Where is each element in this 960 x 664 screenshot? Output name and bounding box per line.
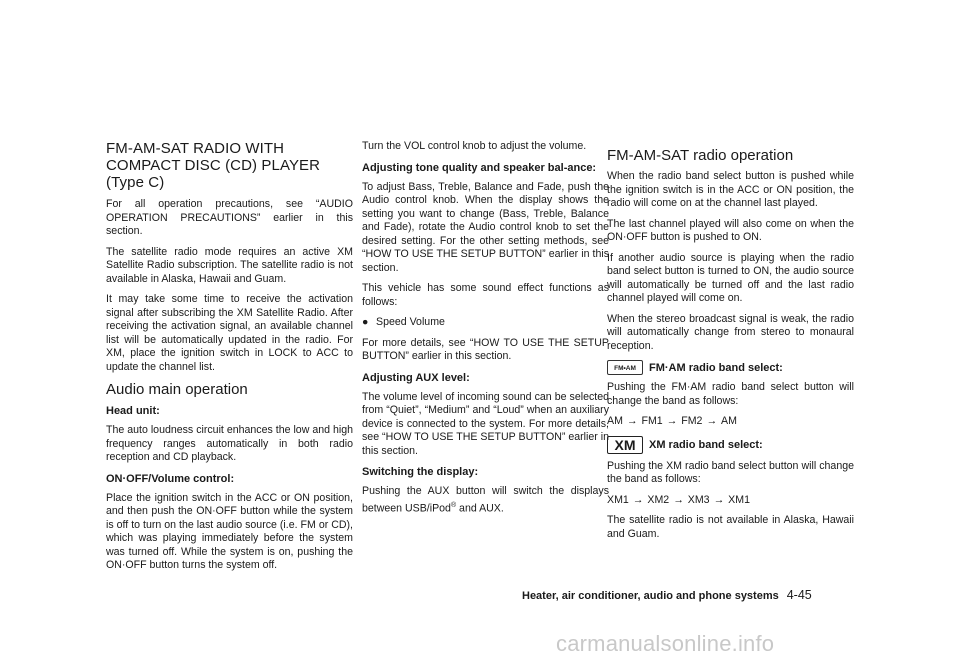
bullet-item [362, 316, 609, 330]
paragraph: Pushing the FM·AM radio band select button will change the band as follows: [607, 381, 854, 407]
xm-button-icon: XM [607, 436, 643, 454]
paragraph: Turn the VOL control knob to adjust the volume. [362, 140, 587, 152]
band-step: XM1 [728, 493, 750, 506]
section-title: FM-AM-SAT RADIO WITH COMPACT DISC (CD) PLAYER (Type C) [106, 140, 321, 191]
subsection-heading: Audio main operation [106, 381, 248, 398]
band-step: AM [607, 415, 623, 427]
page-number: 4-45 [786, 588, 812, 602]
band-step: AM [721, 415, 737, 427]
registered-mark: ® [450, 501, 457, 509]
page-footer [522, 588, 812, 602]
paragraph: The auto loudness circuit enhances the low and high frequency ranges automatically in both radio reception and CD playback. [106, 424, 353, 463]
arrow-icon: → [626, 415, 638, 427]
subheading: ON·OFF/Volume control: [106, 472, 235, 485]
paragraph: For all operation precautions, see “AUDIO OPERATION PRECAUTIONS” earlier in this section. [106, 198, 353, 237]
paragraph: The last channel played will also come on when the ON·OFF button is pushed to ON. [607, 217, 854, 243]
arrow-icon: → [713, 493, 725, 506]
paragraph: It may take some time to receive the activation signal after subscribing the XM Satellite Radio. After receiving the activation signal, an available channel list will be automatically updated in the radio. For XM, place the ignition switch in LOCK to ACC to update the channel list. [106, 293, 353, 373]
bullet-dot-icon: ● [362, 316, 369, 328]
paragraph: This vehicle has some sound effect functions as follows: [362, 282, 609, 308]
paragraph: The satellite radio is not available in Alaska, Hawaii and Guam. [607, 514, 854, 540]
paragraph: If another audio source is playing when the radio band select button is turned to ON, the audio source will automatically be turned off and the last radio channel played will come on. [607, 251, 854, 304]
arrow-icon: → [673, 493, 684, 506]
watermark: carmanualsonline.info [556, 631, 775, 656]
column-3 [607, 140, 854, 548]
column-1 [106, 140, 353, 580]
subheading: Adjusting tone quality and speaker bal-ance: [362, 161, 597, 174]
fm-am-button-icon: FM•AM [607, 360, 643, 375]
paragraph: The satellite radio mode requires an active XM Satellite Radio subscription. The satellite radio is not available in Alaska, Hawaii and Guam. [106, 245, 353, 285]
xm-band-heading [607, 436, 854, 454]
fm-am-band-heading [607, 360, 854, 375]
band-sequence [607, 494, 854, 508]
paragraph: For more details, see “HOW TO USE THE SETUP BUTTON” earlier in this section. [362, 336, 609, 362]
subheading: Adjusting AUX level: [362, 371, 470, 384]
paragraph: Place the ignition switch in the ACC or ON position, and then push the ON·OFF button while the system is off to turn on the last audio source (i.e. FM or CD), which was playing immediately before the system was turned off. While the system is on, pushing the ON·OFF button turns the system off. [106, 491, 353, 571]
band-sequence [607, 415, 854, 429]
arrow-icon: → [632, 493, 644, 506]
paragraph-text: and AUX. [456, 502, 504, 515]
band-step: FM2 [681, 415, 703, 427]
subheading: XM radio band select: [649, 438, 763, 451]
footer-section-title: Heater, air conditioner, audio and phone systems [522, 590, 779, 602]
paragraph: Pushing the XM radio band select button will change the band as follows: [607, 459, 854, 485]
subheading: FM·AM radio band select: [649, 361, 783, 374]
column-2 [362, 140, 609, 523]
paragraph: The volume level of incoming sound can be selected from “Quiet”, “Medium” and “Loud” when an auxiliary device is connected to the system. For more details, see “HOW TO USE THE SETUP BUTTON” earlier in this section. [362, 390, 609, 457]
paragraph: When the stereo broadcast signal is weak, the radio will automatically change from stereo to monaural reception. [607, 312, 854, 352]
paragraph-text: Pushing the AUX button will switch the displays between USB/iPod [362, 485, 609, 515]
subheading: Head unit: [106, 405, 160, 417]
arrow-icon: → [666, 415, 678, 427]
section-heading: FM-AM-SAT radio operation [607, 147, 794, 164]
band-step: XM3 [687, 493, 710, 506]
band-step: XM2 [647, 493, 670, 506]
paragraph: When the radio band select button is pushed while the ignition switch is in the ACC or ON position, the radio will come on at the channel last played. [607, 170, 854, 209]
arrow-icon: → [706, 415, 718, 427]
paragraph [362, 485, 609, 516]
bullet-text: Speed Volume [376, 316, 445, 328]
band-step: XM1 [607, 493, 629, 506]
subheading: Switching the display: [362, 466, 479, 478]
band-step: FM1 [641, 415, 663, 427]
paragraph: To adjust Bass, Treble, Balance and Fade, push the Audio control knob. When the display shows the setting you want to change (Bass, Treble, Balance and Fade), rotate the Audio control knob to set the desired setting. For the other setting methods, see “HOW TO USE THE SETUP BUTTON” earlier in this section. [362, 180, 609, 274]
